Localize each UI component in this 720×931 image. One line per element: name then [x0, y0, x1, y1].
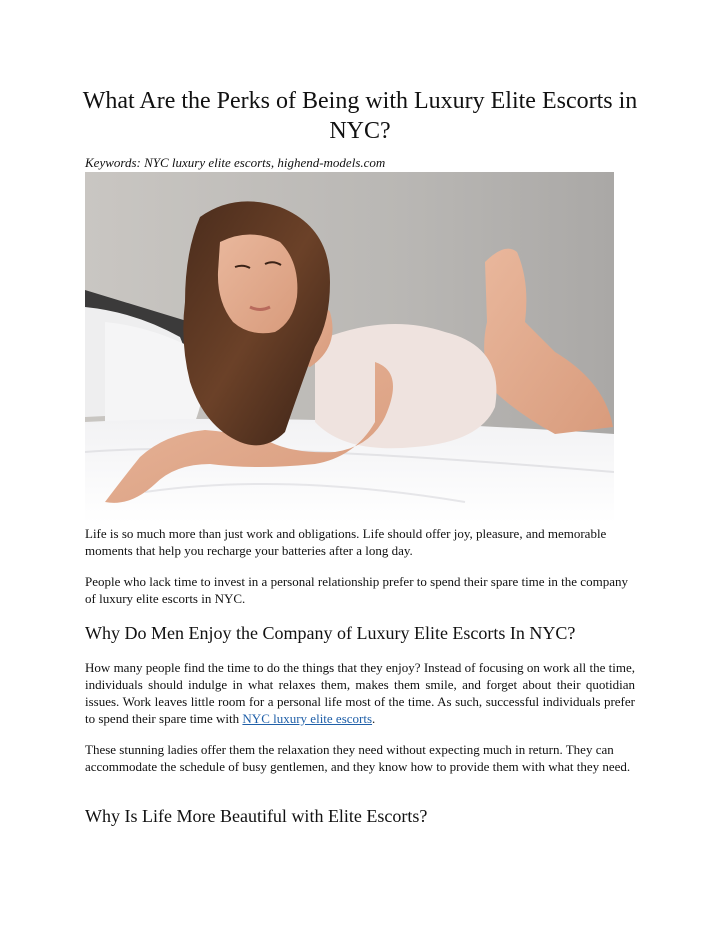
hero-photo — [85, 172, 614, 523]
nyc-luxury-elite-escorts-link[interactable]: NYC luxury elite escorts — [242, 711, 373, 726]
keywords-line: Keywords: NYC luxury elite escorts, highend-models.com — [85, 155, 386, 170]
intro-paragraph: Life is so much more than just work and obligations. Life should offer joy, pleasure, and memorable moments that help you recharge your batteries after a long day. — [85, 526, 607, 558]
page-title: What Are the Perks of Being with Luxury Elite Escorts in NYC? — [82, 88, 638, 144]
third-paragraph-end: . — [372, 711, 376, 726]
fourth-paragraph: These stunning ladies offer them the relaxation they need without expecting much in return. They can accommodate the schedule of busy gentlemen, and they know how to provide them with what they need. — [85, 742, 631, 774]
third-paragraph-text: How many people find the time to do the things that they enjoy? Instead of focusing on work all the time, individuals should indulge in what relaxes them, makes them smile, and forget about their quotidian issues. Work leaves little room for a personal life most of the time. As such, successful individuals prefer to spend their spare time with — [85, 660, 635, 726]
second-paragraph: People who lack time to invest in a personal relationship prefer to spend their spare time in the company of luxury elite escorts in NYC. — [85, 574, 628, 606]
section-heading-why-men: Why Do Men Enjoy the Company of Luxury Elite Escorts In NYC? — [85, 623, 576, 643]
section-heading-why-life: Why Is Life More Beautiful with Elite Escorts? — [85, 806, 428, 826]
third-paragraph — [85, 659, 635, 727]
